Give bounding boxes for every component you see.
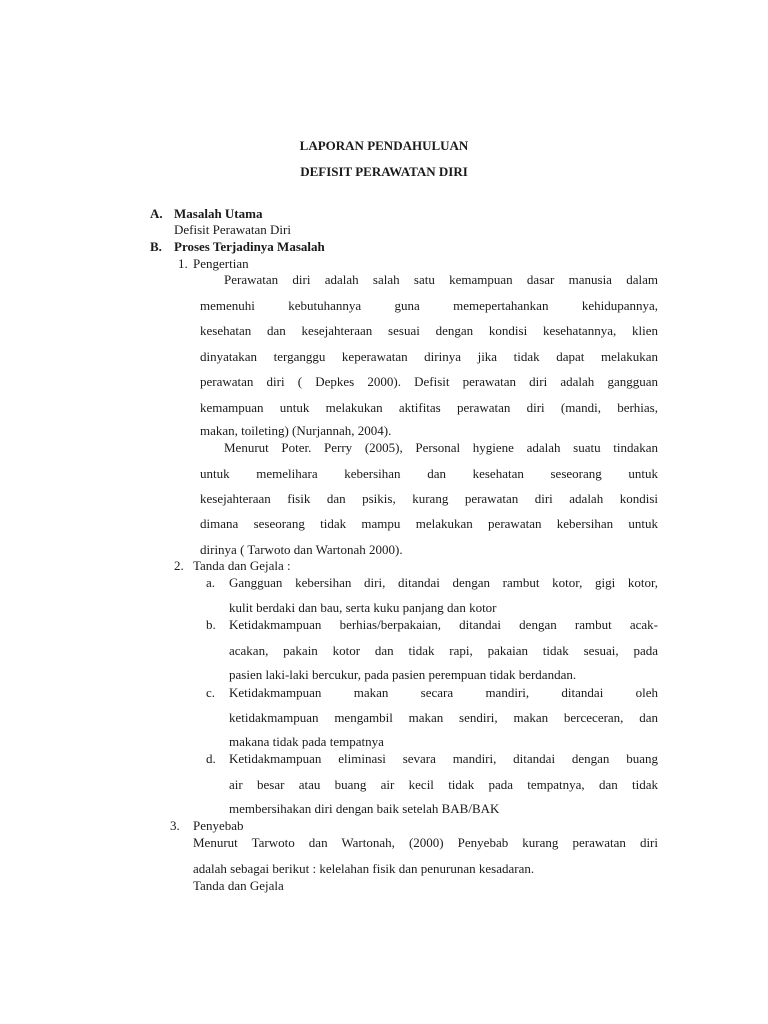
item-1-heading: Pengertian [193,256,249,271]
item-3-marker: 3. [170,818,180,833]
paragraph-line: untuk memelihara kebersihan dan kesehatan seseorang untuk [200,466,658,481]
paragraph-line: memenuhi kebutuhannya guna memepertahankan kehidupannya, [200,298,658,313]
trailing-heading: Tanda dan Gejala [193,878,284,893]
item-2-heading: Tanda dan Gejala : [193,558,291,573]
paragraph-line: dinyatakan terganggu keperawatan dirinya jika tidak dapat melakukan [200,349,658,364]
subitem-line: Gangguan kebersihan diri, ditandai dengan rambut kotor, gigi kotor, [229,575,658,590]
subitem-line: Ketidakmampuan berhias/berpakaian, ditandai dengan rambut acak- [229,617,658,632]
paragraph-line: kemampuan untuk melakukan aktifitas perawatan diri (mandi, berhias, [200,400,658,415]
document-title: LAPORAN PENDAHULUAN [299,138,469,153]
document-subtitle: DEFISIT PERAWATAN DIRI [300,164,468,179]
section-b-marker: B. [150,239,162,254]
subitem-line: Ketidakmampuan eliminasi sevara mandiri, ditandai dengan buang [229,751,658,766]
paragraph-line: dimana seseorang tidak mampu melakukan perawatan kebersihan untuk [200,516,658,531]
paragraph-line: dirinya ( Tarwoto dan Wartonah 2000). [200,542,403,557]
subitem-a-marker: a. [206,575,216,590]
subitem-c-marker: c. [206,685,216,700]
paragraph-line: kesehatan dan kesejahteraan sesuai dengan kondisi kesehatannya, klien [200,323,658,338]
section-a-text: Defisit Perawatan Diri [174,222,291,237]
subitem-line: air besar atau buang air kecil tidak pada tempatnya, dan tidak [229,777,658,792]
section-b-heading: Proses Terjadinya Masalah [174,239,325,254]
section-a-marker: A. [150,206,163,221]
section-a-heading: Masalah Utama [174,206,263,221]
subitem-d-marker: d. [206,751,216,766]
paragraph-line: perawatan diri ( Depkes 2000). Defisit perawatan diri adalah gangguan [200,374,658,389]
paragraph-line: kesejahteraan fisik dan psikis, kurang perawatan diri adalah kondisi [200,491,658,506]
subitem-line: membersihakan diri dengan baik setelah BAB/BAK [229,801,500,816]
subitem-line: acakan, pakain kotor dan tidak rapi, pakaian tidak sesuai, pada [229,643,658,658]
subitem-line: pasien laki-laki bercukur, pada pasien perempuan tidak berdandan. [229,667,577,682]
item-1-marker: 1. [178,256,188,271]
subitem-line: makana tidak pada tempatnya [229,734,384,749]
subitem-line: Ketidakmampuan makan secara mandiri, ditandai oleh [229,685,658,700]
paragraph-line: adalah sebagai berikut : kelelahan fisik dan penurunan kesadaran. [193,861,535,876]
paragraph-line: makan, toileting) (Nurjannah, 2004). [200,423,392,438]
item-2-marker: 2. [174,558,184,573]
paragraph-line: Menurut Tarwoto dan Wartonah, (2000) Penyebab kurang perawatan diri [193,835,658,850]
paragraph-line: Perawatan diri adalah salah satu kemampuan dasar manusia dalam [224,272,658,287]
subitem-line: ketidakmampuan mengambil makan sendiri, makan berceceran, dan [229,710,658,725]
item-3-heading: Penyebab [193,818,244,833]
subitem-b-marker: b. [206,617,216,632]
subitem-line: kulit berdaki dan bau, serta kuku panjang dan kotor [229,600,497,615]
paragraph-line: Menurut Poter. Perry (2005), Personal hygiene adalah suatu tindakan [224,440,658,455]
